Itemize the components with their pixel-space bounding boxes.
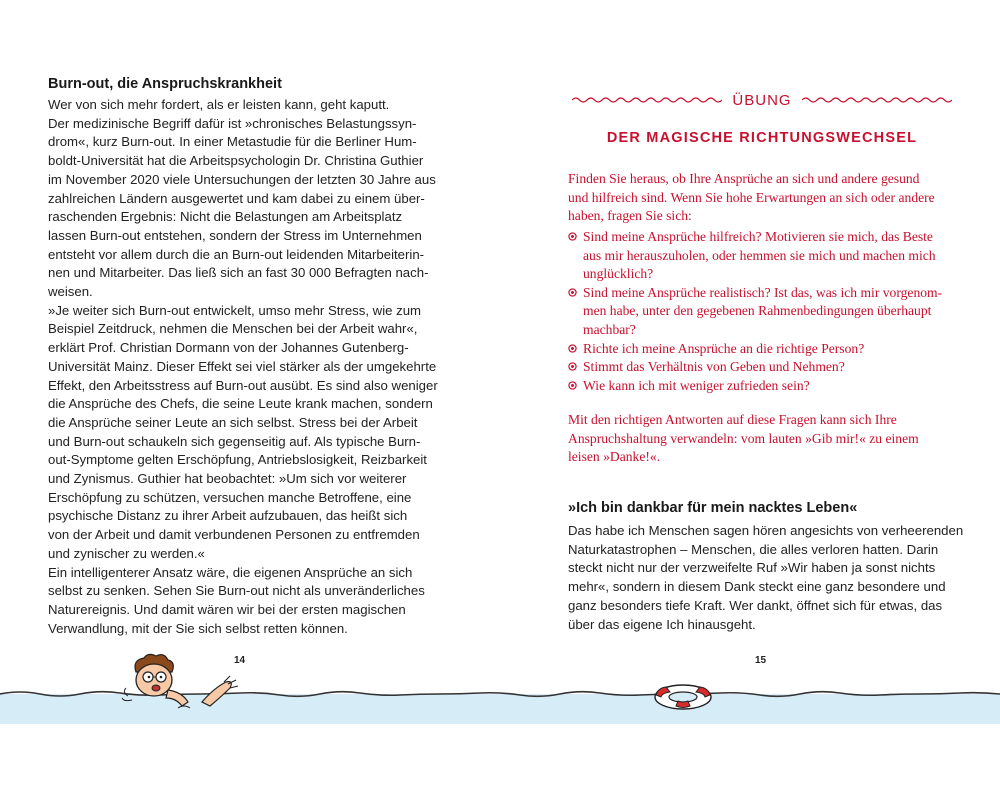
right-body-line: ganz besonders tiefe Kraft. Wer dankt, öffnet sich für etwas, das bbox=[568, 597, 943, 613]
exercise-label: ÜBUNG bbox=[732, 91, 792, 109]
exercise-question-list bbox=[568, 228, 942, 395]
left-body-line: Naturereignis. Und damit wären wir bei der ersten magischen bbox=[48, 601, 406, 617]
exercise-question-line: aus mir herauszuholen, oder hemmen sie mich und machen mich bbox=[583, 247, 936, 263]
left-body-line: boldt-Universität hat die Arbeitspsychologin Dr. Christina Guthier bbox=[48, 153, 424, 169]
left-body-line: Der medizinische Begriff dafür ist »chronisches Belastungssyn- bbox=[48, 115, 417, 131]
circled-dot-icon bbox=[568, 232, 577, 241]
left-body-line: die Ansprüche des Chefs, die seine Leute krank machen, sondern bbox=[48, 396, 433, 412]
left-body-line: lassen Burn-out entstehen, sondern der Stress im Unternehmen bbox=[48, 227, 422, 243]
right-body-line: über das eigene Ich hinausgeht. bbox=[568, 616, 756, 632]
drowning-man-illustration bbox=[118, 652, 246, 716]
exercise-outro-line: Mit den richtigen Antworten auf diese Fragen kann sich Ihre bbox=[568, 412, 897, 427]
left-body-line: und Zynismus. Guthier hat beobachtet: »Um sich vor weiterer bbox=[48, 471, 407, 487]
exercise-intro-line: Finden Sie heraus, ob Ihre Ansprüche an sich und andere gesund bbox=[568, 171, 920, 186]
left-body-line: Wer von sich mehr fordert, als er leisten kann, geht kaputt. bbox=[48, 97, 390, 112]
right-body-text bbox=[568, 522, 963, 634]
left-body-line: im November 2020 viele Untersuchungen der letzten 30 Jahre aus bbox=[48, 171, 436, 187]
right-body-line: steckt nicht nur der verzweifelte Ruf »Wir haben ja sonst nichts bbox=[568, 560, 936, 576]
exercise-question-line: machbar? bbox=[583, 321, 636, 337]
exercise-outro bbox=[568, 411, 919, 467]
exercise-intro-line: und hilfreich sind. Wenn Sie hohe Erwartungen an sich oder andere bbox=[568, 189, 935, 205]
exercise-question-item bbox=[568, 377, 942, 396]
left-body-line: weisen. bbox=[48, 284, 93, 300]
exercise-question-line: Wie kann ich mit weniger zufrieden sein? bbox=[583, 377, 810, 393]
exercise-outro-line: Anspruchshaltung verwandeln: vom lauten »Gib mir!« zu einem bbox=[568, 430, 919, 446]
left-body-line: »Je weiter sich Burn-out entwickelt, umso mehr Stress, wie zum bbox=[48, 302, 422, 318]
exercise-outro-line: leisen »Danke!«. bbox=[568, 449, 661, 465]
exercise-question-item bbox=[568, 284, 942, 340]
left-body-line: die Ansprüche seiner Leute an sich selbst. Stress bei der Arbeit bbox=[48, 414, 418, 430]
page-number-left: 14 bbox=[234, 655, 246, 666]
left-body-line: nen und Mitarbeiter. Das ließ sich an fast 30 000 Befragten nach- bbox=[48, 265, 429, 281]
lifebuoy-illustration bbox=[652, 682, 714, 712]
right-body-line: Das habe ich Menschen sagen hören angesichts von verheerenden bbox=[568, 523, 964, 538]
left-body-line: und Burn-out schaukeln sich gegenseitig auf. Als typische Burn- bbox=[48, 433, 421, 449]
squiggle-left-icon bbox=[572, 95, 722, 105]
exercise-question-line: men habe, unter den gegebenen Rahmenbedingungen überhaupt bbox=[583, 303, 932, 319]
circled-dot-icon bbox=[568, 362, 577, 371]
left-body-line: und zynischer zu werden.« bbox=[48, 545, 205, 561]
left-body-line: Ein intelligenterer Ansatz wäre, die eigenen Ansprüche an sich bbox=[48, 564, 413, 580]
exercise-question-line: Richte ich meine Ansprüche an die richtige Person? bbox=[583, 340, 865, 356]
circled-dot-icon bbox=[568, 344, 577, 353]
exercise-question-line: unglücklich? bbox=[583, 266, 654, 282]
left-body-line: selbst zu senken. Sehen Sie Burn-out nicht als unveränderliches bbox=[48, 583, 425, 599]
left-body-line: zahlreichen Ländern ausgewertet und kam dabei zu einem über- bbox=[48, 190, 425, 206]
section-heading-burnout: Burn-out, die Anspruchskrankheit bbox=[48, 76, 282, 92]
exercise-label-row bbox=[566, 90, 958, 110]
left-body-line: raschenden Ergebnis: Nicht die Belastungen am Arbeitsplatz bbox=[48, 209, 403, 225]
left-body-line: psychische Distanz zu ihrer Arbeit aufzubauen, das heißt sich bbox=[48, 508, 408, 524]
left-body-line: Universität Mainz. Dieser Effekt sei viel stärker als der umgekehrte bbox=[48, 358, 437, 374]
circled-dot-icon bbox=[568, 288, 577, 297]
exercise-question-line: Sind meine Ansprüche hilfreich? Motivieren sie mich, das Beste bbox=[583, 229, 933, 244]
exercise-intro-line: haben, fragen Sie sich: bbox=[568, 208, 692, 224]
exercise-question-item bbox=[568, 358, 942, 377]
left-body-line: Erschöpfung zu schützen, versuchen manche Betroffene, eine bbox=[48, 489, 412, 505]
exercise-title: DER MAGISCHE RICHTUNGSWECHSEL bbox=[606, 130, 918, 146]
left-body-line: out-Symptome gelten Erschöpfung, Antriebslosigkeit, Reizbarkeit bbox=[48, 452, 427, 468]
left-body-line: entsteht vor allem durch die an Burn-out leidenden Mitarbeiterin- bbox=[48, 246, 425, 262]
exercise-question-line: Sind meine Ansprüche realistisch? Ist das, was ich mir vorgenom- bbox=[583, 284, 943, 300]
right-body-line: mehr«, sondern in diesem Dank steckt eine ganz besondere und bbox=[568, 579, 946, 595]
squiggle-right-icon bbox=[802, 95, 952, 105]
section-heading-gratitude: »Ich bin dankbar für mein nacktes Leben« bbox=[568, 500, 858, 516]
circled-dot-icon bbox=[568, 381, 577, 390]
right-body-line: Naturkatastrophen – Menschen, die alles verloren hatten. Darin bbox=[568, 541, 939, 557]
left-body-line: drom«, kurz Burn-out. In einer Metastudie für die Berliner Hum- bbox=[48, 134, 417, 150]
page-number-right: 15 bbox=[755, 655, 767, 666]
left-body-line: von der Arbeit und damit verbundenen Personen zu entfremden bbox=[48, 527, 420, 543]
left-body-line: Beispiel Zeitdruck, nehmen die Menschen bei der Arbeit wahr«, bbox=[48, 321, 418, 337]
left-body-text bbox=[48, 96, 438, 638]
left-body-line: erklärt Prof. Christian Dormann von der Johannes Gutenberg- bbox=[48, 340, 409, 356]
exercise-question-line: Stimmt das Verhältnis von Geben und Nehmen? bbox=[583, 359, 845, 375]
exercise-question-item bbox=[568, 228, 942, 284]
exercise-question-item bbox=[568, 340, 942, 359]
left-body-line: Verwandlung, mit der Sie sich selbst retten können. bbox=[48, 620, 348, 636]
left-body-line: Effekt, den Arbeitsstress auf Burn-out ausübt. Es sind also weniger bbox=[48, 377, 438, 393]
exercise-intro bbox=[568, 170, 935, 226]
